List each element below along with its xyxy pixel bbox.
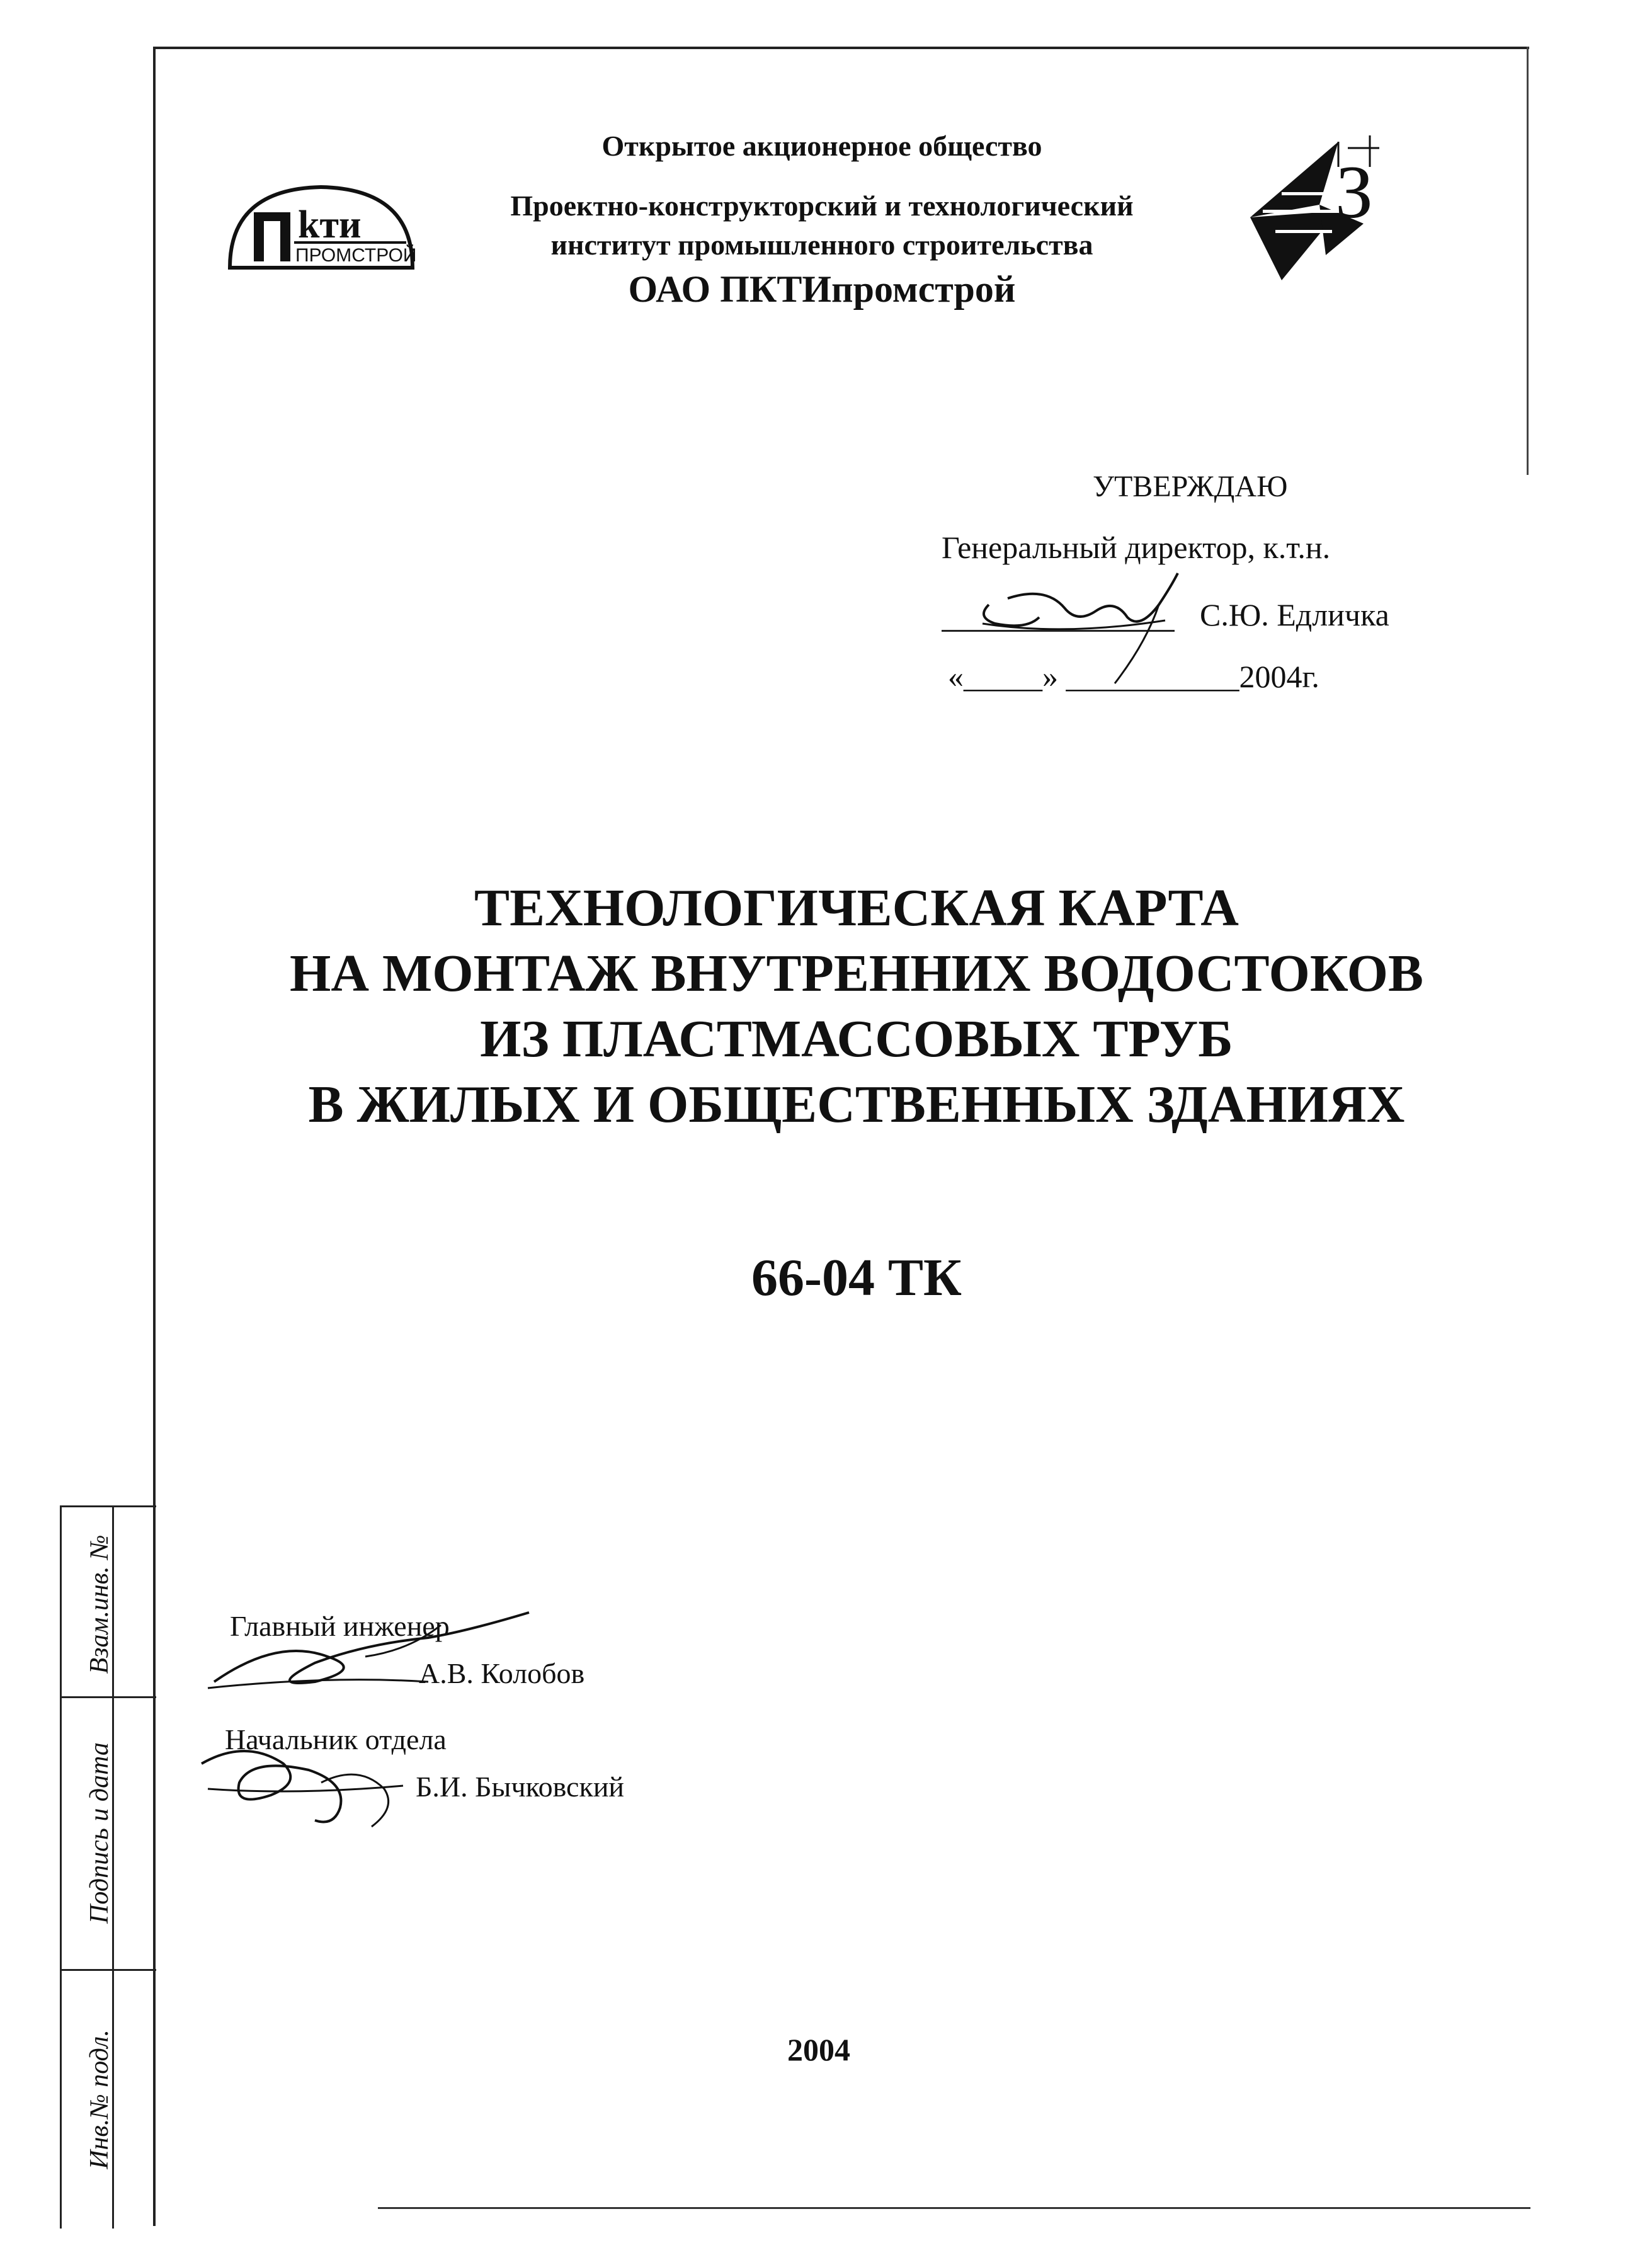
stamp-label-inv-orig: Инв.№ подл. — [85, 2029, 114, 2169]
chief-engineer-name: А.В. Колобов — [419, 1657, 585, 1689]
svg-text:З: З — [1335, 150, 1374, 234]
document-title-line: В ЖИЛЫХ И ОБЩЕСТВЕННЫХ ЗДАНИЯХ — [308, 1075, 1405, 1134]
svg-text:ПРОМСТРОЙ: ПРОМСТРОЙ — [295, 245, 417, 266]
stamp-row-inv-orig — [62, 1971, 156, 2227]
stamp-label-replace-inv: Взам.инв. № — [85, 1534, 114, 1674]
document-code: 66-04 ТК — [751, 1248, 962, 1307]
head-of-department-signature — [195, 1726, 422, 1839]
chief-engineer-title: Главный инженер — [230, 1610, 450, 1642]
document-title-line: ТЕХНОЛОГИЧЕСКАЯ КАРТА — [474, 879, 1239, 937]
side-stamp-table — [60, 1505, 156, 2229]
head-of-department-title: Начальник отдела — [225, 1723, 447, 1755]
document-title-line: НА МОНТАЖ ВНУТРЕННИХ ВОДОСТОКОВ — [289, 944, 1423, 1003]
approval-title: УТВЕРЖДАЮ — [1093, 470, 1288, 503]
document-title-line: ИЗ ПЛАСТМАССОВЫХ ТРУБ — [480, 1010, 1233, 1068]
pktipromstroy-logo — [224, 180, 419, 274]
document-title — [189, 876, 1524, 1138]
stamp-row-replace-inv — [62, 1507, 156, 1698]
approval-position: Генеральный директор, к.т.н. — [942, 530, 1331, 565]
org-name-line1: Проектно-конструкторский и технологический — [510, 190, 1134, 222]
approval-name: С.Ю. Едличка — [1200, 597, 1389, 632]
stamp-label-sign-date: Подпись и дата — [85, 1742, 114, 1924]
org-name-line2: институт промышленного строительства — [550, 229, 1093, 261]
head-of-department-name: Б.И. Бычковский — [416, 1771, 625, 1803]
document-year: 2004 — [787, 2032, 850, 2067]
svg-text:kти: kти — [298, 203, 362, 246]
org-type-line: Открытое акционерное общество — [601, 130, 1042, 162]
org-short-name: ОАО ПКТИпромстрой — [628, 268, 1016, 310]
stamp-row-sign-date — [62, 1698, 156, 1971]
frame-right-line — [1527, 47, 1529, 475]
frame-top-line — [153, 47, 1529, 49]
approval-date: «_____» ___________2004г. — [948, 659, 1319, 694]
frame-bottom-line — [378, 2207, 1530, 2209]
star-emblem-logo — [1244, 129, 1408, 287]
